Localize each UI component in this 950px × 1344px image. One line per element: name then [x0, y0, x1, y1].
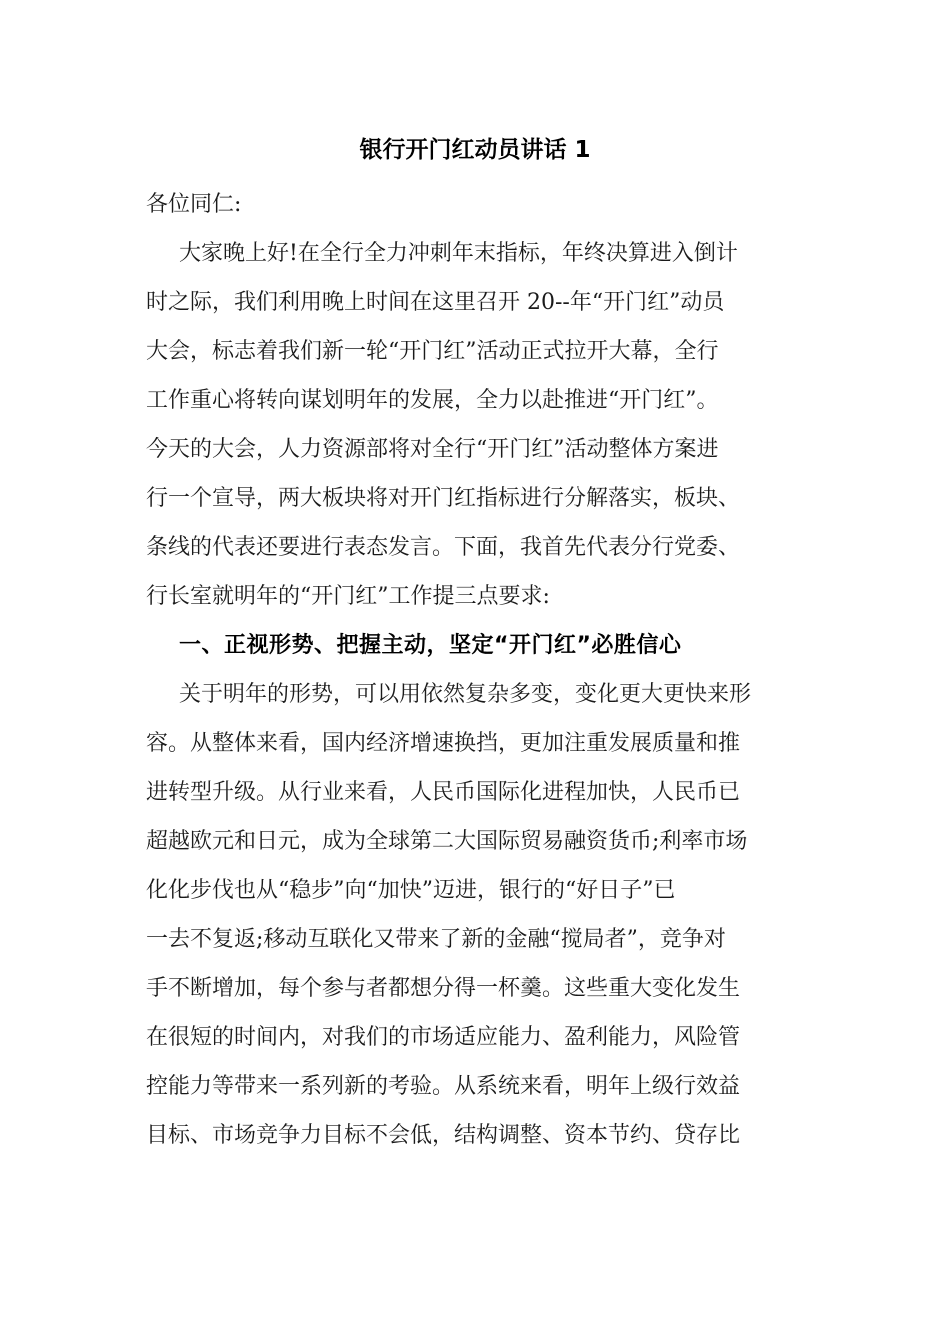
salutation-line: 各位同仁: [146, 192, 242, 217]
paragraph-line: 容。从整体来看，国内经济增速换挡，更加注重发展质量和推 [146, 731, 741, 756]
paragraph-line: 条线的代表还要进行表态发言。下面，我首先代表分行党委、 [146, 535, 741, 560]
paragraph-line: 一去不复返;移动互联化又带来了新的金融“搅局者”，竞争对 [146, 927, 726, 952]
paragraph-line: 化化步伐也从“稳步”向“加快”迈进，银行的“好日子”已 [146, 878, 676, 903]
paragraph-line: 控能力等带来一系列新的考验。从系统来看，明年上级行效益 [146, 1074, 741, 1099]
paragraph-line: 超越欧元和日元，成为全球第二大国际贸易融资货币;利率市场 [146, 829, 748, 854]
paragraph-line: 行长室就明年的“开门红”工作提三点要求: [146, 584, 550, 609]
paragraph-line: 关于明年的形势，可以用依然复杂多变，变化更大更快来形 [179, 682, 752, 707]
paragraph-line: 工作重心将转向谋划明年的发展，全力以赴推进“开门红”。 [146, 388, 719, 413]
document-body [146, 180, 806, 1160]
paragraph-line: 行一个宣导，两大板块将对开门红指标进行分解落实，板块、 [146, 486, 741, 511]
paragraph-line: 在很短的时间内，对我们的市场适应能力、盈利能力，风险管 [146, 1025, 741, 1050]
paragraph-line: 大会，标志着我们新一轮“开门红”活动正式拉开大幕，全行 [146, 339, 719, 364]
section-heading: 一、正视形势、把握主动，坚定“开门红”必胜信心 [179, 633, 682, 658]
paragraph-line: 进转型升级。从行业来看，人民币国际化进程加快，人民币已 [146, 780, 741, 805]
paragraph-line: 手不断增加，每个参与者都想分得一杯羹。这些重大变化发生 [146, 976, 741, 1001]
paragraph-line: 大家晚上好!在全行全力冲刺年末指标，年终决算进入倒计 [179, 241, 738, 266]
paragraph-line: 时之际，我们利用晚上时间在这里召开 20--年“开门红”动员 [146, 290, 725, 315]
paragraph-line: 今天的大会，人力资源部将对全行“开门红”活动整体方案进 [146, 437, 719, 462]
paragraph-line: 目标、市场竞争力目标不会低，结构调整、资本节约、贷存比 [146, 1123, 741, 1148]
document-title: 银行开门红动员讲话 1 [359, 137, 591, 163]
